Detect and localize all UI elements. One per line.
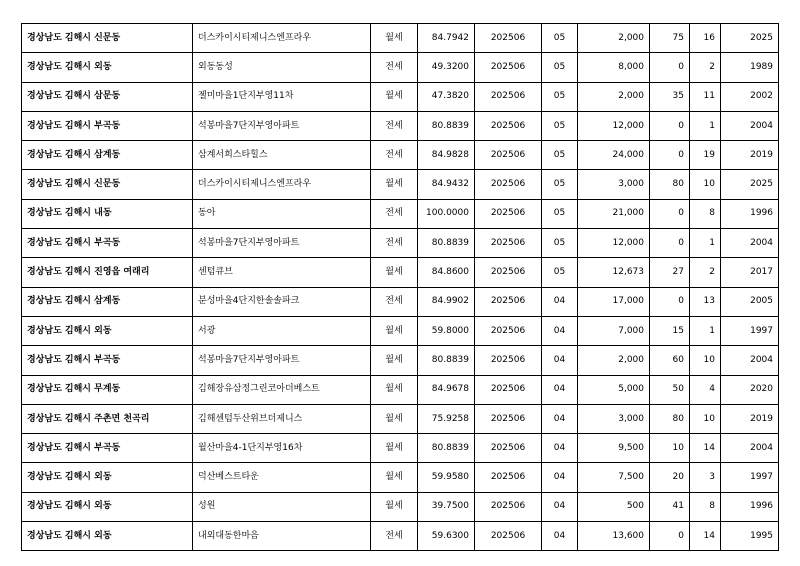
complex-name-cell: 서광: [193, 316, 371, 345]
contract-month-cell: 202506: [475, 522, 542, 551]
table-row: [22, 522, 779, 551]
contract-month-cell: 202506: [475, 229, 542, 258]
contract-day-cell: 04: [542, 492, 578, 521]
monthly-rent-cell: 80: [650, 170, 690, 199]
floor-cell: 16: [690, 24, 721, 53]
built-year-cell: 1995: [721, 522, 779, 551]
contract-month-cell: 202506: [475, 375, 542, 404]
deposit-cell: 13,600: [578, 522, 650, 551]
monthly-rent-cell: 20: [650, 463, 690, 492]
built-year-cell: 2020: [721, 375, 779, 404]
deposit-cell: 7,000: [578, 316, 650, 345]
monthly-rent-cell: 0: [650, 111, 690, 140]
contract-month-cell: 202506: [475, 404, 542, 433]
complex-name-cell: 김해장유삼정그린코아더베스트: [193, 375, 371, 404]
contract-month-cell: 202506: [475, 287, 542, 316]
table-row: [22, 375, 779, 404]
contract-month-cell: 202506: [475, 111, 542, 140]
location-cell: 경상남도 김해시 신문동: [22, 24, 193, 53]
area-cell: 80.8839: [418, 229, 475, 258]
table-row: [22, 82, 779, 111]
deposit-cell: 12,000: [578, 229, 650, 258]
lease-type-cell: 월세: [371, 404, 418, 433]
area-cell: 84.9828: [418, 141, 475, 170]
location-cell: 경상남도 김해시 주촌면 천곡리: [22, 404, 193, 433]
deposit-cell: 21,000: [578, 199, 650, 228]
area-cell: 80.8839: [418, 434, 475, 463]
contract-day-cell: 04: [542, 522, 578, 551]
table-row: [22, 346, 779, 375]
contract-month-cell: 202506: [475, 199, 542, 228]
location-cell: 경상남도 김해시 외동: [22, 53, 193, 82]
location-cell: 경상남도 김해시 신문동: [22, 170, 193, 199]
location-cell: 경상남도 김해시 부곡동: [22, 346, 193, 375]
location-cell: 경상남도 김해시 삼계동: [22, 287, 193, 316]
location-cell: 경상남도 김해시 외동: [22, 492, 193, 521]
location-cell: 경상남도 김해시 무계동: [22, 375, 193, 404]
table-row: [22, 434, 779, 463]
deposit-cell: 24,000: [578, 141, 650, 170]
deposit-cell: 2,000: [578, 82, 650, 111]
contract-day-cell: 04: [542, 375, 578, 404]
contract-month-cell: 202506: [475, 24, 542, 53]
table-row: [22, 492, 779, 521]
area-cell: 84.9678: [418, 375, 475, 404]
location-cell: 경상남도 김해시 부곡동: [22, 434, 193, 463]
lease-type-cell: 전세: [371, 522, 418, 551]
contract-day-cell: 04: [542, 463, 578, 492]
built-year-cell: 2004: [721, 346, 779, 375]
contract-month-cell: 202506: [475, 258, 542, 287]
table-row: [22, 24, 779, 53]
area-cell: 47.3820: [418, 82, 475, 111]
monthly-rent-cell: 41: [650, 492, 690, 521]
floor-cell: 10: [690, 170, 721, 199]
lease-type-cell: 월세: [371, 316, 418, 345]
deposit-cell: 3,000: [578, 170, 650, 199]
contract-day-cell: 05: [542, 229, 578, 258]
monthly-rent-cell: 60: [650, 346, 690, 375]
table-row: [22, 258, 779, 287]
lease-type-cell: 전세: [371, 53, 418, 82]
contract-day-cell: 05: [542, 170, 578, 199]
contract-month-cell: 202506: [475, 141, 542, 170]
contract-day-cell: 05: [542, 199, 578, 228]
floor-cell: 10: [690, 404, 721, 433]
table-row: [22, 111, 779, 140]
built-year-cell: 2019: [721, 404, 779, 433]
complex-name-cell: 덕산베스트타운: [193, 463, 371, 492]
lease-type-cell: 전세: [371, 229, 418, 258]
floor-cell: 13: [690, 287, 721, 316]
contract-month-cell: 202506: [475, 53, 542, 82]
floor-cell: 14: [690, 434, 721, 463]
complex-name-cell: 석봉마을7단지부영아파트: [193, 346, 371, 375]
deposit-cell: 3,000: [578, 404, 650, 433]
contract-month-cell: 202506: [475, 170, 542, 199]
location-cell: 경상남도 김해시 외동: [22, 522, 193, 551]
location-cell: 경상남도 김해시 내동: [22, 199, 193, 228]
lease-type-cell: 월세: [371, 375, 418, 404]
floor-cell: 10: [690, 346, 721, 375]
floor-cell: 8: [690, 199, 721, 228]
monthly-rent-cell: 80: [650, 404, 690, 433]
contract-month-cell: 202506: [475, 463, 542, 492]
lease-type-cell: 월세: [371, 346, 418, 375]
floor-cell: 8: [690, 492, 721, 521]
monthly-rent-cell: 75: [650, 24, 690, 53]
lease-type-cell: 전세: [371, 111, 418, 140]
contract-day-cell: 04: [542, 434, 578, 463]
complex-name-cell: 동아: [193, 199, 371, 228]
floor-cell: 11: [690, 82, 721, 111]
area-cell: 84.9902: [418, 287, 475, 316]
built-year-cell: 2017: [721, 258, 779, 287]
deposit-cell: 12,673: [578, 258, 650, 287]
deposit-cell: 2,000: [578, 346, 650, 375]
location-cell: 경상남도 김해시 삼문동: [22, 82, 193, 111]
contract-day-cell: 05: [542, 258, 578, 287]
complex-name-cell: 내외대동한마음: [193, 522, 371, 551]
monthly-rent-cell: 10: [650, 434, 690, 463]
lease-type-cell: 월세: [371, 492, 418, 521]
built-year-cell: 2025: [721, 170, 779, 199]
built-year-cell: 1996: [721, 199, 779, 228]
monthly-rent-cell: 27: [650, 258, 690, 287]
deposit-cell: 17,000: [578, 287, 650, 316]
deposit-cell: 12,000: [578, 111, 650, 140]
floor-cell: 3: [690, 463, 721, 492]
built-year-cell: 1997: [721, 316, 779, 345]
deposit-cell: 500: [578, 492, 650, 521]
area-cell: 84.9432: [418, 170, 475, 199]
table-row: [22, 463, 779, 492]
complex-name-cell: 삼계서희스타힐스: [193, 141, 371, 170]
floor-cell: 14: [690, 522, 721, 551]
lease-type-cell: 전세: [371, 287, 418, 316]
table-row: [22, 229, 779, 258]
monthly-rent-cell: 0: [650, 199, 690, 228]
deposit-cell: 9,500: [578, 434, 650, 463]
built-year-cell: 2004: [721, 434, 779, 463]
table-row: [22, 316, 779, 345]
contract-day-cell: 04: [542, 346, 578, 375]
table-row: [22, 404, 779, 433]
complex-name-cell: 센텀큐브: [193, 258, 371, 287]
built-year-cell: 1989: [721, 53, 779, 82]
monthly-rent-cell: 15: [650, 316, 690, 345]
lease-type-cell: 월세: [371, 434, 418, 463]
deposit-cell: 7,500: [578, 463, 650, 492]
built-year-cell: 2025: [721, 24, 779, 53]
monthly-rent-cell: 50: [650, 375, 690, 404]
contract-day-cell: 05: [542, 141, 578, 170]
area-cell: 84.8600: [418, 258, 475, 287]
complex-name-cell: 젤미마을1단지부영11차: [193, 82, 371, 111]
deposit-cell: 5,000: [578, 375, 650, 404]
rental-transactions-table: [21, 23, 779, 551]
lease-type-cell: 월세: [371, 463, 418, 492]
location-cell: 경상남도 김해시 외동: [22, 316, 193, 345]
lease-type-cell: 전세: [371, 141, 418, 170]
built-year-cell: 2002: [721, 82, 779, 111]
location-cell: 경상남도 김해시 삼계동: [22, 141, 193, 170]
contract-month-cell: 202506: [475, 434, 542, 463]
contract-day-cell: 05: [542, 53, 578, 82]
contract-day-cell: 05: [542, 24, 578, 53]
floor-cell: 2: [690, 53, 721, 82]
contract-day-cell: 05: [542, 82, 578, 111]
contract-month-cell: 202506: [475, 346, 542, 375]
table-body: [22, 24, 779, 551]
location-cell: 경상남도 김해시 진영읍 여래리: [22, 258, 193, 287]
complex-name-cell: 석봉마을7단지부영아파트: [193, 111, 371, 140]
area-cell: 75.9258: [418, 404, 475, 433]
complex-name-cell: 더스카이시티제니스엔프라우: [193, 24, 371, 53]
complex-name-cell: 더스카이시티제니스엔프라우: [193, 170, 371, 199]
location-cell: 경상남도 김해시 외동: [22, 463, 193, 492]
contract-day-cell: 04: [542, 316, 578, 345]
area-cell: 80.8839: [418, 346, 475, 375]
area-cell: 80.8839: [418, 111, 475, 140]
table-row: [22, 141, 779, 170]
monthly-rent-cell: 0: [650, 53, 690, 82]
built-year-cell: 2019: [721, 141, 779, 170]
deposit-cell: 8,000: [578, 53, 650, 82]
contract-month-cell: 202506: [475, 492, 542, 521]
area-cell: 59.9580: [418, 463, 475, 492]
lease-type-cell: 월세: [371, 82, 418, 111]
deposit-cell: 2,000: [578, 24, 650, 53]
floor-cell: 1: [690, 316, 721, 345]
area-cell: 84.7942: [418, 24, 475, 53]
complex-name-cell: 월산마을4-1단지부영16차: [193, 434, 371, 463]
monthly-rent-cell: 0: [650, 141, 690, 170]
contract-month-cell: 202506: [475, 316, 542, 345]
built-year-cell: 2004: [721, 229, 779, 258]
built-year-cell: 2004: [721, 111, 779, 140]
contract-day-cell: 04: [542, 404, 578, 433]
complex-name-cell: 외동동성: [193, 53, 371, 82]
area-cell: 59.8000: [418, 316, 475, 345]
complex-name-cell: 분성마을4단지한솔솔파크: [193, 287, 371, 316]
monthly-rent-cell: 35: [650, 82, 690, 111]
complex-name-cell: 김해센텀두산위브더제니스: [193, 404, 371, 433]
complex-name-cell: 석봉마을7단지부영아파트: [193, 229, 371, 258]
monthly-rent-cell: 0: [650, 287, 690, 316]
area-cell: 49.3200: [418, 53, 475, 82]
floor-cell: 4: [690, 375, 721, 404]
floor-cell: 1: [690, 111, 721, 140]
table-row: [22, 287, 779, 316]
monthly-rent-cell: 0: [650, 229, 690, 258]
table-row: [22, 199, 779, 228]
location-cell: 경상남도 김해시 부곡동: [22, 229, 193, 258]
lease-type-cell: 월세: [371, 24, 418, 53]
area-cell: 100.0000: [418, 199, 475, 228]
built-year-cell: 2005: [721, 287, 779, 316]
built-year-cell: 1997: [721, 463, 779, 492]
area-cell: 59.6300: [418, 522, 475, 551]
contract-month-cell: 202506: [475, 82, 542, 111]
floor-cell: 2: [690, 258, 721, 287]
contract-day-cell: 05: [542, 111, 578, 140]
floor-cell: 19: [690, 141, 721, 170]
lease-type-cell: 월세: [371, 170, 418, 199]
table-row: [22, 170, 779, 199]
monthly-rent-cell: 0: [650, 522, 690, 551]
lease-type-cell: 월세: [371, 258, 418, 287]
lease-type-cell: 전세: [371, 199, 418, 228]
location-cell: 경상남도 김해시 부곡동: [22, 111, 193, 140]
table-row: [22, 53, 779, 82]
area-cell: 39.7500: [418, 492, 475, 521]
contract-day-cell: 04: [542, 287, 578, 316]
complex-name-cell: 성원: [193, 492, 371, 521]
built-year-cell: 1996: [721, 492, 779, 521]
floor-cell: 1: [690, 229, 721, 258]
